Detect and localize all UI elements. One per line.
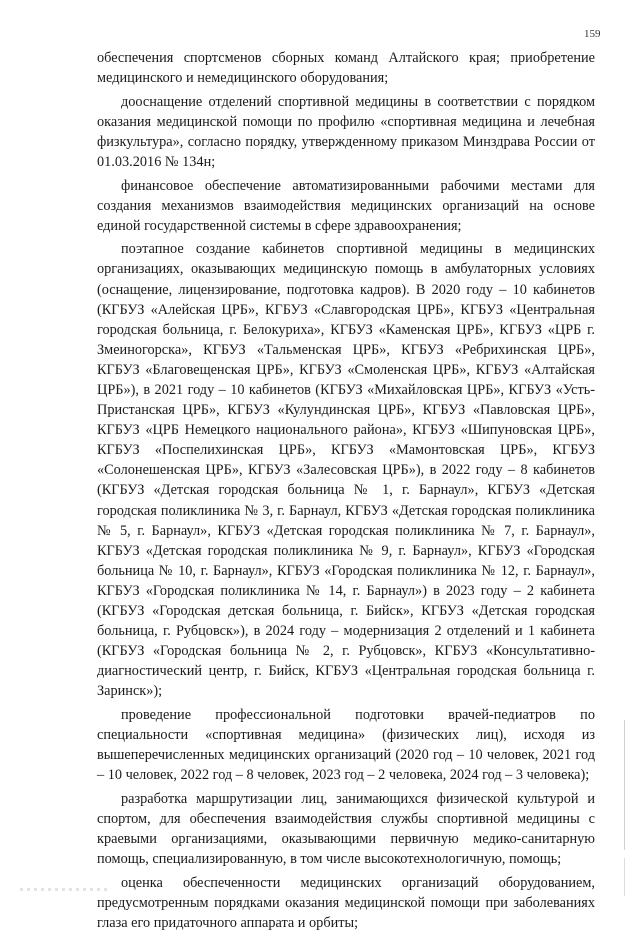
document-body [97, 48, 595, 937]
scan-margin-line [624, 720, 625, 850]
page-number: 159 [584, 28, 601, 40]
paragraph-sports-medicine-rooms: поэтапное создание кабинетов спортивной медицины в медицинских организациях, оказывающих медицинскую помощь в амбулаторных условиях (оснащение, лицензирование, подготовка кадров). В 2020 году – 10 кабинетов (КГБУЗ «Алейская ЦРБ», КГБУЗ «Славгородская ЦРБ», КГБУЗ «Центральная городская больница, г. Белокуриха», КГБУЗ «Каменская ЦРБ», КГБУЗ «ЦРБ г. Змеиногорска», КГБУЗ «Тальменская ЦРБ», КГБУЗ «Ребрихинская ЦРБ», КГБУЗ «Благовещенская ЦРБ», КГБУЗ «Смоленская ЦРБ», КГБУЗ «Алтайская ЦРБ»), в 2021 году – 10 кабинетов (КГБУЗ «Михайловская ЦРБ», КГБУЗ «Усть-Пристанская ЦРБ», КГБУЗ «Кулундинская ЦРБ», КГБУЗ «Павловская ЦРБ», КГБУЗ «ЦРБ Немецкого национального района», КГБУЗ «Шипуновская ЦРБ», КГБУЗ «Поспелихинская ЦРБ», КГБУЗ «Мамонтовская ЦРБ», КГБУЗ «Солонешенская ЦРБ», КГБУЗ «Залесовская ЦРБ»), в 2022 году – 8 кабинетов (КГБУЗ «Детская городская больница № 1, г. Барнаул», КГБУЗ «Детская городская поликлиника № 3, г. Барнаул, КГБУЗ «Детская городская поликлиника № 5, г. Барнаул», КГБУЗ «Детская городская поликлиника № 7, г. Барнаул», КГБУЗ «Детская городская поликлиника № 9, г. Барнаул», КГБУЗ «Городская больница № 10, г. Барнаул», КГБУЗ «Городская поликлиника № 12, г. Барнаул», КГБУЗ «Городская поликлиника № 14, г. Барнаул») в 2023 году – 2 кабинета (КГБУЗ «Городская детская больница, г. Бийск», КГБУЗ «Детская городская больница, г. Рубцовск»), в 2024 году – модернизация 2 отделений и 1 кабинета (КГБУЗ «Городская больница № 2, г. Рубцовск», КГБУЗ «Консультативно-диагностический центр, г. Бийск, КГБУЗ «Центральная городская больница г. Заринск»); [97, 241, 595, 700]
paragraph-equipment-assessment: оценка обеспеченности медицинских организаций оборудованием, предусмотренным порядками оказания медицинской помощи при заболеваниях глаза его придаточного аппарата и орбиты; [97, 874, 595, 931]
paragraph-workstations: финансовое обеспечение автоматизированными рабочими местами для создания механизмов взаимодействия медицинских организаций на основе единой государственной системы в сфере здравоохранения; [97, 177, 595, 234]
paragraph-pediatrician-training: проведение профессиональной подготовки врачей-педиатров по специальности «спортивная медицина» (физических лиц), исходя из вышеперечисленных медицинских организаций (2020 год – 10 человек, 2021 год – 10 человек, 2022 год – 8 человек, 2023 год – 2 человека, 2024 год – 3 человека); [97, 707, 595, 784]
paragraph-continuation: обеспечения спортсменов сборных команд Алтайского края; приобретение медицинского и немедицинского оборудования; [97, 50, 595, 87]
paragraph-equipment-upgrade: дооснащение отделений спортивной медицины в соответствии с порядком оказания медицинской помощи по профилю «спортивная медицина и лечебная физкультура», согласно порядку, утвержденному приказом Минздрава России от 01.03.2016 № 134н; [97, 93, 595, 170]
paragraph-routing: разработка маршрутизации лиц, занимающихся физической культурой и спортом, для обеспечения взаимодействия службы спортивной медицины с краевыми организациями, оказывающими первичную медико-санитарную помощь, специализированную, в том числе высокотехнологичную, помощь; [97, 790, 595, 868]
scan-artifact [20, 888, 110, 891]
scan-margin-line [624, 858, 625, 896]
